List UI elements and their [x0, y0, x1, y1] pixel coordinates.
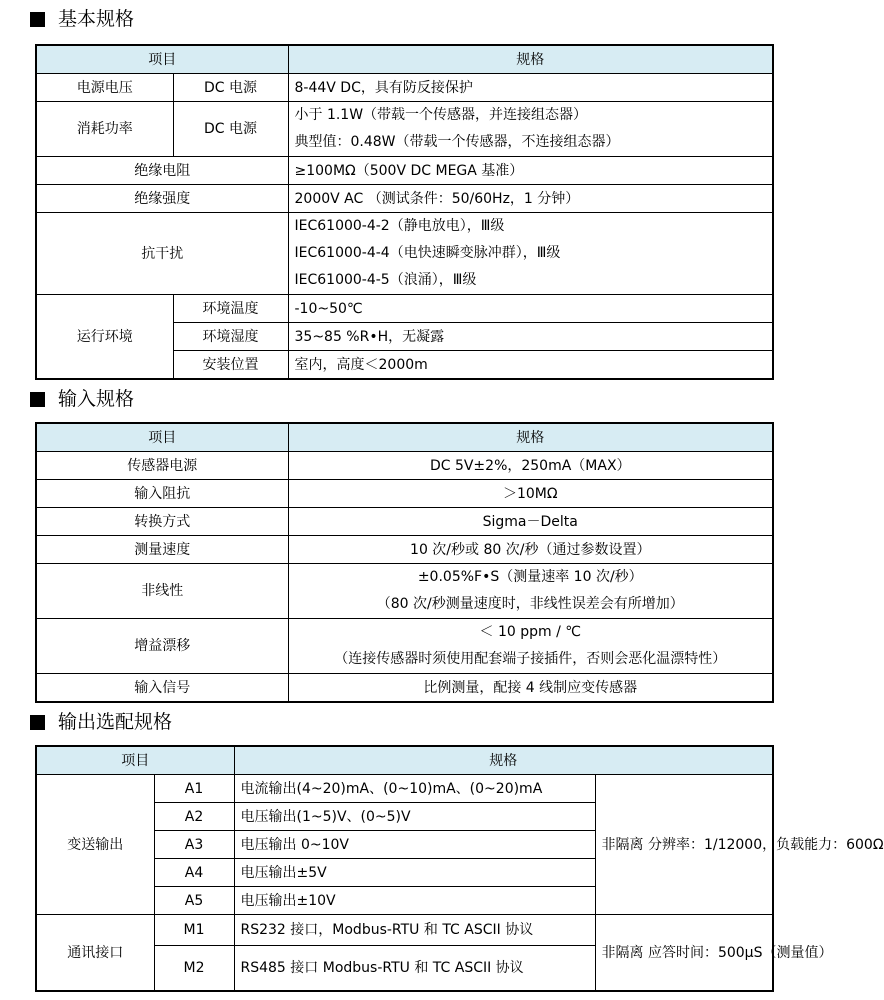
table-row: A2 电压输出(1~5)V、(0~5)V — [36, 803, 773, 831]
header-spec: 规格 — [234, 746, 773, 775]
table-row: M2 RS485 接口 Modbus-RTU 和 TC ASCII 协议 — [36, 946, 773, 992]
output-spec-table — [35, 745, 884, 992]
square-bullet-icon — [30, 715, 45, 730]
table-row: 变送输出 A1 电流输出(4~20)mA、(0~10)mA、(0~20)mA 非隔离 分辨率：1/12000，负载能力：600Ω — [36, 775, 773, 803]
header-item: 项目 — [36, 746, 234, 775]
table-row: 绝缘强度 2000V AC （测试条件：50/60Hz，1 分钟） — [36, 185, 773, 213]
table-row: 输入阻抗 ＞10MΩ — [36, 480, 773, 508]
section-input-title: 输入规格 — [30, 384, 134, 414]
table-row: 传感器电源 DC 5V±2%，250mA（MAX） — [36, 452, 773, 480]
table-row: A3 电压输出 0~10V — [36, 831, 773, 859]
table-row: 安装位置 室内，高度＜2000m — [36, 351, 773, 380]
table-row: 输入信号 比例测量，配接 4 线制应变传感器 — [36, 674, 773, 703]
section-output-title: 输出选配规格 — [30, 707, 172, 737]
square-bullet-icon — [30, 392, 45, 407]
input-spec-table — [35, 422, 774, 703]
table-row: A4 电压输出±5V — [36, 859, 773, 887]
table-row: 测量速度 10 次/秒或 80 次/秒（通过参数设置） — [36, 536, 773, 564]
section-basic-title: 基本规格 — [30, 4, 134, 34]
table-row: 通讯接口 M1 RS232 接口，Modbus-RTU 和 TC ASCII 协议 非隔离 应答时间：500μS（测量值） — [36, 915, 773, 946]
table-row: 转换方式 Sigma－Delta — [36, 508, 773, 536]
table-row: A5 电压输出±10V — [36, 887, 773, 915]
table-row: 非线性 ±0.05%F•S（测量速率 10 次/秒） （80 次/秒测量速度时，非线性误差会有所增加） — [36, 564, 773, 619]
header-spec: 规格 — [288, 45, 773, 74]
table-row: 消耗功率 DC 电源 小于 1.1W（带载一个传感器，并连接组态器） 典型值：0.48W（带载一个传感器，不连接组态器） — [36, 102, 773, 157]
table-row: 电源电压 DC 电源 8-44V DC，具有防反接保护 — [36, 74, 773, 102]
header-spec: 规格 — [288, 423, 773, 452]
table-row: 抗干扰 IEC61000-4-2（静电放电），Ⅲ级 IEC61000-4-4（电快速瞬变脉冲群），Ⅲ级 IEC61000-4-5（浪涌），Ⅲ级 — [36, 213, 773, 295]
table-row: 增益漂移 ＜ 10 ppm / ℃ （连接传感器时须使用配套端子接插件，否则会恶化温漂特性） — [36, 619, 773, 674]
header-item: 项目 — [36, 45, 288, 74]
table-row: 运行环境 环境温度 -10~50℃ — [36, 295, 773, 323]
basic-spec-table — [35, 44, 774, 380]
header-item: 项目 — [36, 423, 288, 452]
table-row: 绝缘电阻 ≥100MΩ（500V DC MEGA 基准） — [36, 157, 773, 185]
table-row: 环境湿度 35~85 %R•H，无凝露 — [36, 323, 773, 351]
square-bullet-icon — [30, 12, 45, 27]
